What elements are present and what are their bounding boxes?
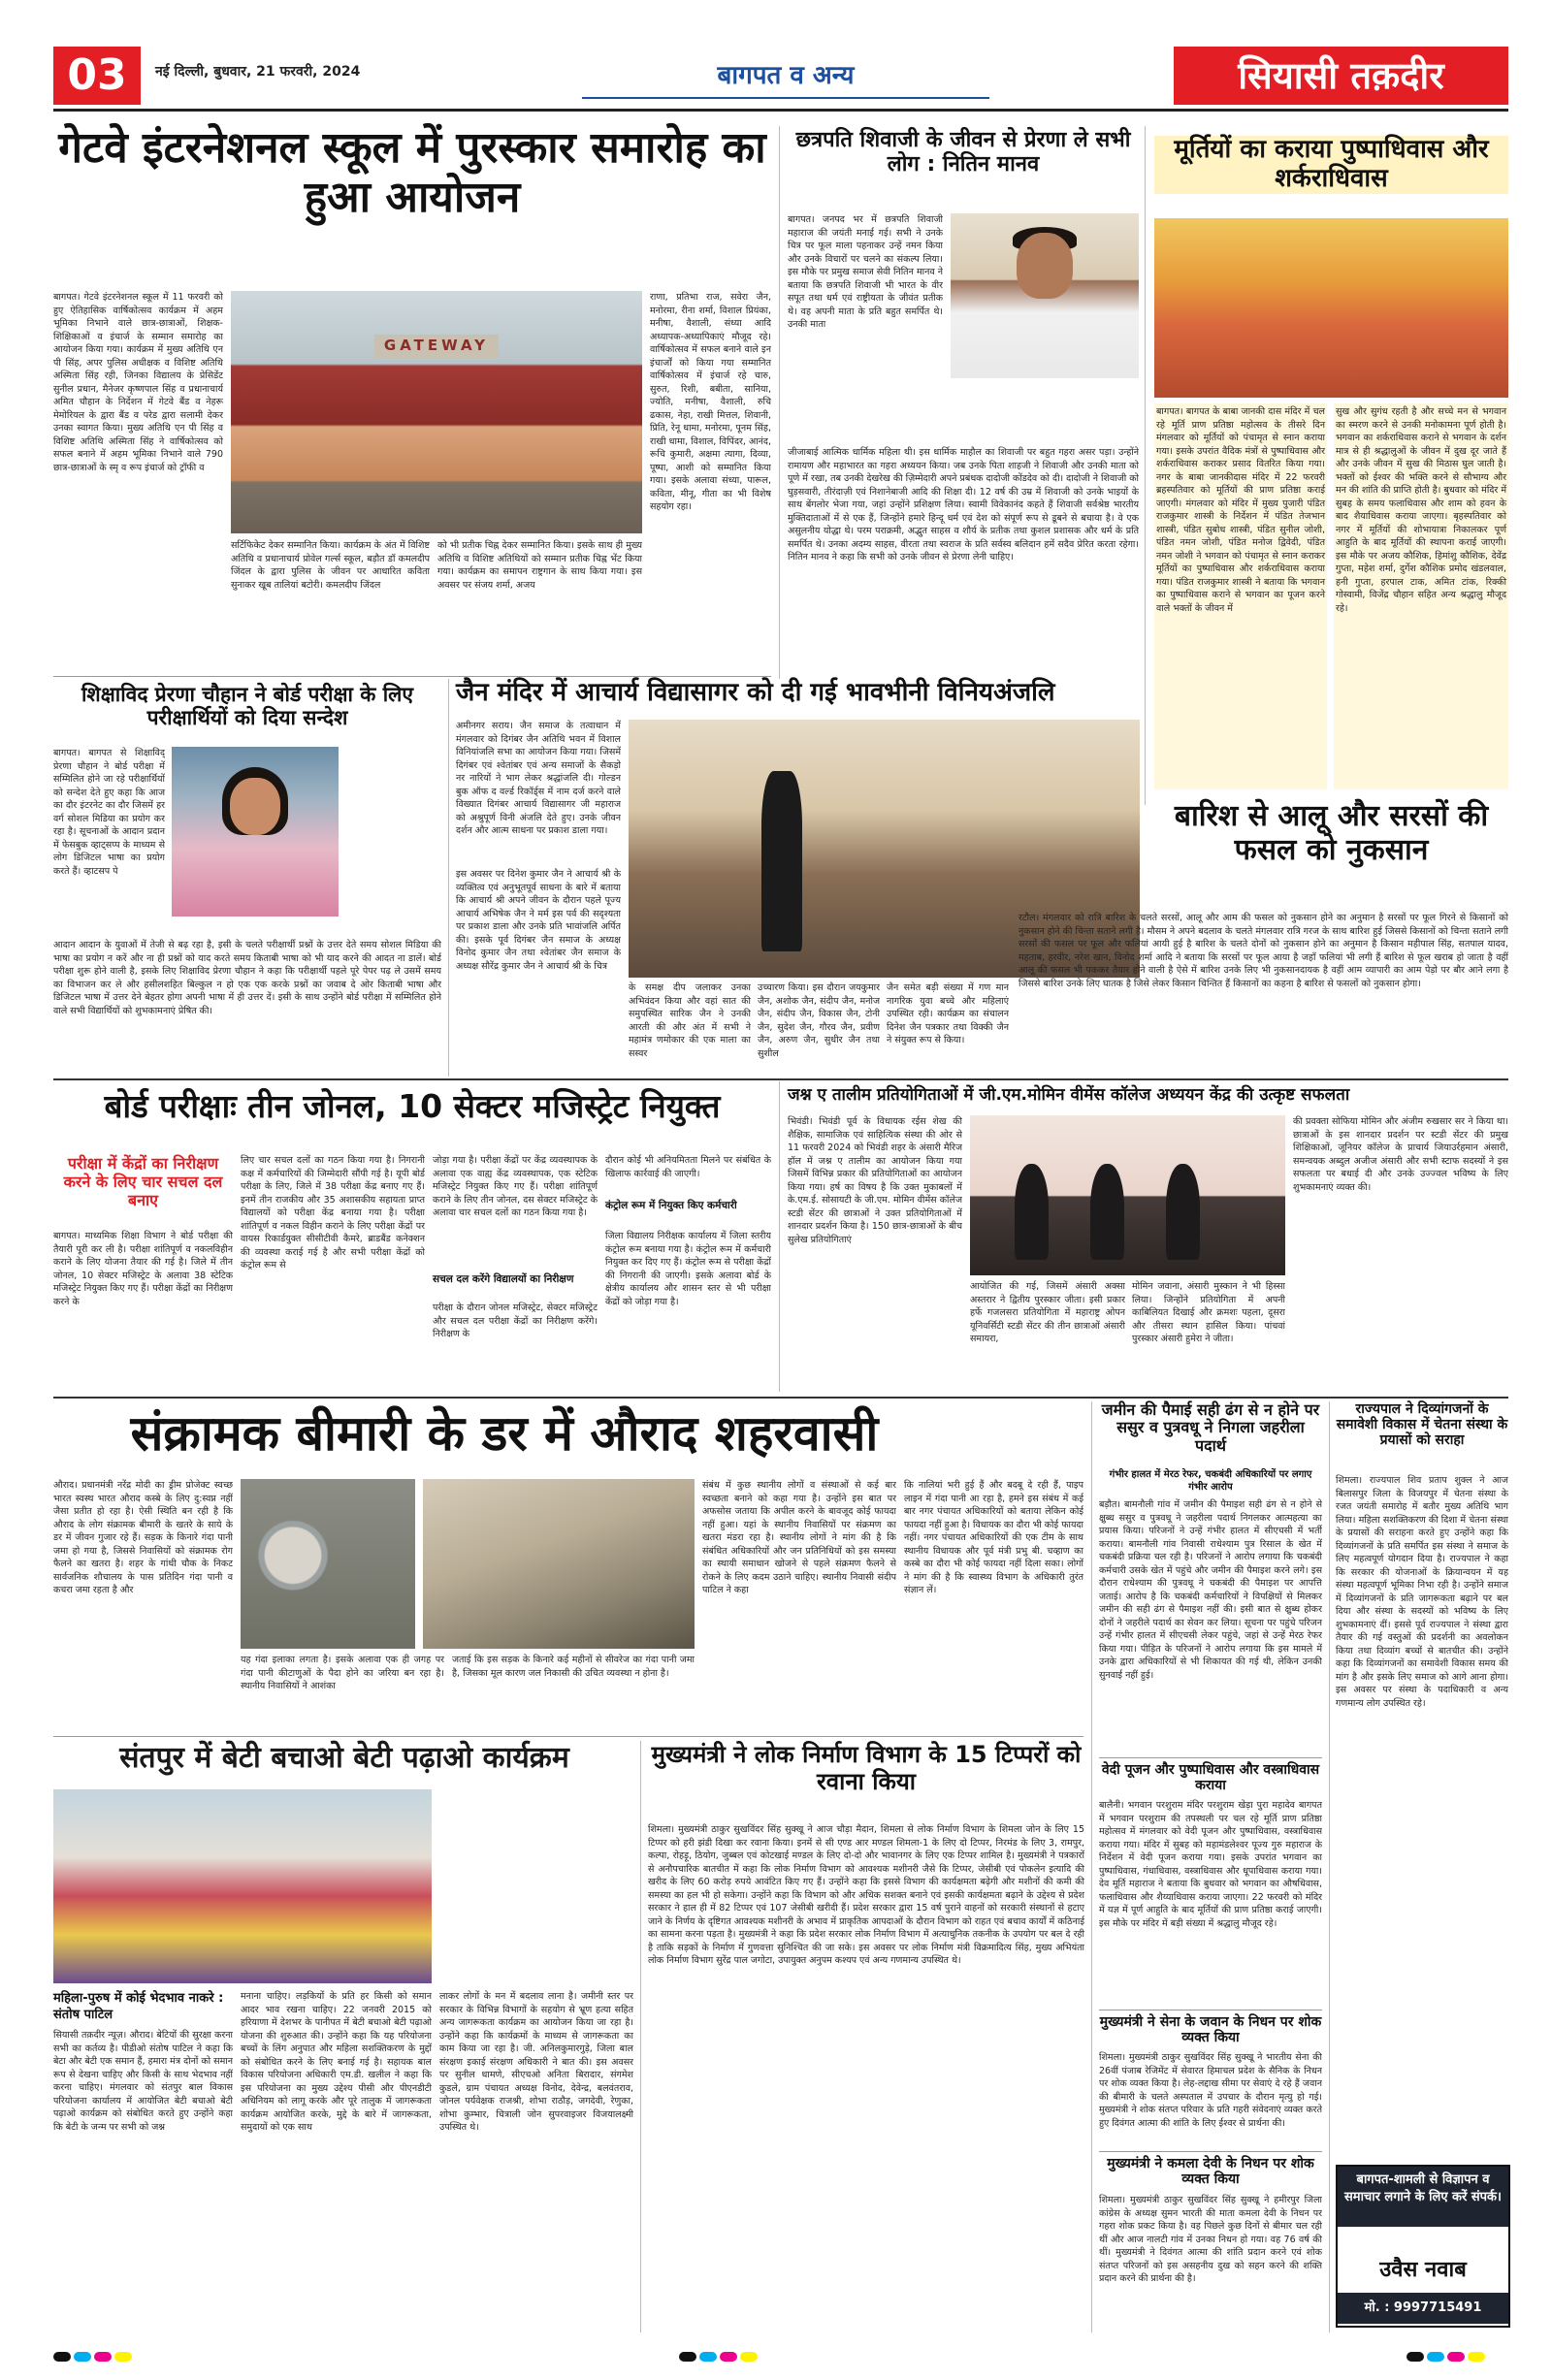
col-sep xyxy=(1329,1401,1330,2332)
masthead-rule xyxy=(53,109,1508,112)
gateway-sign: GATEWAY xyxy=(374,335,498,359)
newspaper-brand: सियासी तक़दीर xyxy=(1174,47,1508,105)
sewage-photo xyxy=(241,1479,415,1649)
jameen-headline: जमीन की पैमाई सही ढंग से न होने पर ससुर व पुत्रवधू ने निगला जहरीला पदार्थ xyxy=(1101,1400,1320,1455)
gateway-body-1: बागपत। गेटवे इंटरनेशनल स्कूल में 11 फरवरी को हुए ऐतिहासिक वार्षिकोत्सव कार्यक्रम में अहम भूमिका निभाने वाले छात्र-छात्राओं, शिक्षक-शिक्षिकाओं व इंचार्ज के सम्मान समारोह का आयोजन किया गया। कार्यक्रम में मुख्य अतिथि एन पी सिंह, अपर पुलिस अधीक्षक व विशिष्ट अतिथि अस्मिता सिंह रही, जिनका विद्यालय के प्रेसिडेंट सुनील प्रधान, मैनेजर कृष्णपाल सिंह व प्रधानाचार्य अमित चौहान के निर्देशन में गेटवे बैंड व नेहरू मेमोरियल के द्वारा बैंड व परेड द्वारा सलामी देकर उनका स्वागत किया। मुख्य अतिथि एन पी सिंह व विशिष्ट अतिथि अस्मिता सिंह ने वार्षिकोत्सव को सफल बनाने में अहम भूमिका निभाने वाले 790 छात्र-छात्राओं के स्मृ व रूप इंचार्ज को ट्रॉफी व xyxy=(53,292,223,473)
shikshavid-headline: शिक्षाविद प्रेरणा चौहान ने बोर्ड परीक्षा के लिए परीक्षार्थियों को दिया सन्देश xyxy=(81,683,414,730)
barish-headline: बारिश से आलू और सरसों की फसल को नुकसान xyxy=(1174,799,1489,867)
rule xyxy=(53,1078,1508,1080)
board-body-4: परीक्षा के दौरान जोनल मजिस्ट्रेट, सेक्टर मजिस्ट्रेट और सचल दल परीक्षा केंद्रों का निरीक्षण करेंगे। निरीक्षण के xyxy=(433,1303,598,1339)
momin-headline: जश्न ए तालीम प्रतियोगिताओं में जी.एम.मोमिन वीमेंस कॉलेज अध्ययन केंद्र की उत्कृष्ट सफलता xyxy=(788,1085,1350,1105)
gateway-photo xyxy=(231,291,642,533)
santpur-headline: संतपुर में बेटी बचाओ बेटी पढ़ाओ कार्यक्रम xyxy=(119,1741,569,1775)
registration-marks xyxy=(679,2352,758,2365)
registration-marks xyxy=(1406,2352,1485,2365)
contact-ad xyxy=(1336,2165,1510,2328)
sankramak-body-1: औराद। प्रधानमंत्री नरेंद्र मोदी का ड्रीम प्रोजेक्ट स्वच्छ भारत स्वस्थ भारत औराद कस्बे के लिए दु:स्वप्न नहीं जैसा प्रतीत हो रहा है। ऐसी स्थिति बन रही है कि औराद के लोग संक्रामक बीमारी के खतरे के साये के डर में जीवन गुजार रहे हैं। सड़क के किनारे गंदा पानी जमा हो गया है, जिससे निवासियों को संक्रामक रोग फैलने का खतरा है। शहर के गांधी चौक के निकट सार्वजनिक शौचालय के पास प्रतिदिन गंदा पानी व कचरा जमा रहता है और xyxy=(53,1480,233,1595)
jain-body-4: उच्चारण किया। इस दौरान जयकुमार जैन, अशोक जैन, संदीप जैन, मनोज जैन, संदीप जैन, विकास जैन, टोनी जैन, सुदेश जैन, गौरव जैन, प्रवीण जैन, अरुण जैन, सुधीर जैन तथा सुशील xyxy=(758,982,880,1059)
momin-body-3: मोमिन जवाना, अंसारी मुस्कान ने भी हिस्सा लिया। जिन्होंने प्रतियोगिता में अपनी काबिलियत दिखाई और क्रमशः पहला, दूसरा और तीसरा स्थान हासिल किया। पांचवां पुरस्कार अंसारी हुमेरा ने जीता। xyxy=(1132,1281,1285,1344)
dirt-road-photo xyxy=(423,1479,695,1649)
sankramak-body-5: कि नालियां भरी हुई हैं और बदबू दे रही हैं, पाइप लाइन में गंदा पानी आ रहा है, हमने इस संबंध में कई बार नगर पंचायत अधिकारियों को बताया लेकिन कोई फायदा नहीं हुआ है। विधायक का दौरा भी कोई फायदा नहीं। नगर पंचायत अधिकारियों की एक टीम के साथ स्थानीय विधायक और पूर्व मंत्री प्रभु बी. चव्हाण का कस्बे का दौरा भी कोई फायदा नहीं दिला सका। लोगों ने मांग की है कि स्वास्थ्य विभाग के अधिकारी तुरंत संज्ञान लें। xyxy=(904,1480,1083,1595)
sankramak-body-2: यह गंदा इलाका लगता है। इसके अलावा एक ही जगह पर गंदा पानी कीटाणुओं के पैदा होने का जरिया बन रहा है। स्थानीय निवासियों ने आशंका xyxy=(241,1655,444,1691)
rajyapal-headline: राज्यपाल ने दिव्यांगजनों के समावेशी विकास में चेतना संस्था के प्रयासों को सराहा xyxy=(1336,1401,1508,1449)
board-body-5: दौरान कोई भी अनियमितता मिलने पर संबंधित के खिलाफ कार्रवाई की जाएगी। xyxy=(605,1155,771,1179)
board-subheadline: परीक्षा में केंद्रों का निरीक्षण करने के लिए चार सचल दल बनाए xyxy=(63,1154,223,1210)
rule xyxy=(1099,2151,1322,2152)
nitin-manav-photo xyxy=(951,213,1139,378)
section-rule xyxy=(582,97,989,99)
santpur-body-3: लाकर लोगों के मन में बदलाव लाना है। जमीनी स्तर पर सरकार के विभिन्न विभागों के सहयोग से भ्रूण हत्या सहित अन्य जागरूकता कार्यक्रम का आयोजन किया जा रहा है। उन्होंने कहा कि कार्यक्रमों के माध्यम से जागरूकता का काम किया जा रहा है। जी. अनिलकुमारगुड़े, जिला बाल संरक्षण इकाई संरक्षण अधिकारी ने बात की। इस अवसर पर सुनील धामणे, सीएचओ अनिता बिरादार, संगमेश कुडले, ग्राम पंचायत अध्यक्ष विनोद, देवेन्द्र, बलवंतराव, जोनल पर्यवेक्षक राजश्री, शोभा राठौड़, जगदेवी, रेणुका, शोभा कुम्भार, चित्राली जोन सुपरवाइजर विजयालक्ष्मी उपस्थित थे। xyxy=(439,1991,633,2133)
santpur-body-2: मनाना चाहिए। लड़कियों के प्रति हर किसी को समान आदर भाव रखना चाहिए। 22 जनवरी 2015 को हरियाणा में देशभर के पानीपत में बेटी बचाओ बेटी पढ़ाओ योजना की शुरुआत की। उन्होंने कहा कि यह परियोजना बच्चों के लिंग अनुपात और महिला सशक्तिकरण के मुद्दों को संबोधित करने के लिए बनाई गई है। सहायक बाल विकास परियोजना अधिकारी एम.डी. खलील ने कहा कि इस परियोजना का मुख्य उद्देश्य पीसी और पीएनडीटी अधिनियम को लागू करके और पूरे तालुक में जागरूकता कार्यक्रम आयोजित करके, मुद्दे के बारे में जागरूकता, समुदायों को एक साथ xyxy=(241,1991,432,2133)
santpur-girls-photo xyxy=(53,1789,432,1983)
shikshavid-body-2: आदान आदान के युवाओं में तेजी से बढ़ रहा है, इसी के चलते परीक्षार्थी प्रश्नों के उत्तर देते समय सोशल मिडिया की भाषा का प्रयोग न करें और ना ही प्रश्नों को याद करते समय किताबी भाषा को भी याद करने की आदत ना डालें। बोर्ड परीक्षा शुरू होने वाली है, इसके लिए शिक्षाविद प्रेरणा चौहान ने कहा कि परीक्षार्थी पहले पूरे पेपर पढ़ ले उसमें समय का विभाजन कर ले और हसीलशहित बिल्कुल न हो एक एक करके प्रश्नों का जवाब दे ओर किताबी भाषा और डिजिटल भाषा में उत्तर देने बेहतर होगा अपनी भाषा में ही उत्तर दें। इसी के साथ उन्होंने बोर्ड परीक्षा में सम्मिलित होने वाले सभी विद्यार्थियों को शुभकामनाएं प्रेषित की। xyxy=(53,940,441,1016)
jameen-body: बड़ौत। बामनौली गांव में जमीन की पैमाइश सही ढंग से न होने से क्षुब्ध ससुर व पुत्रवधू ने जहरीला पदार्थ निगलकर आत्महत्या का प्रयास किया। परिजनों ने उन्हें गंभीर हालत में सीएचसी में भर्ती कराया। बामनौली गांव निवासी राधेश्याम पुत्र रिसाल के खेत में चकबंदी प्रक्रिया चल रही है। परिजनों ने आरोप लगाया कि चकबंदी कर्मचारी उसके खेत में पहुंचे और जमीन की पैमाइश करने लगे। इस दौरान राधेश्याम की पुत्रवधू ने चकबंदी की पैमाइश पर आपत्ति जताई। आरोप है कि चकबंदी कर्मचारियों ने विपक्षियों से मिलकर जमीन की सही ढंग से पैमाइश नहीं की। इसी बात से क्षुब्ध होकर दोनों ने जहरीले पदार्थ का सेवन कर लिया। सूचना पर पहुंचे परिजन उन्हें गंभीर हालत में सीएचसी लेकर पहुंचे, जहां से उन्हें मेरठ रेफर किया गया। पीड़ित के परिजनों ने आरोप लगाया कि इस मामले में उनके द्वारा अधिकारियों से भी शिकायत की गई थी, लेकिन उनकी सुनवाई नहीं हुई। xyxy=(1099,1499,1322,1681)
sankramak-headline: संक्रामक बीमारी के डर में औराद शहरवासी xyxy=(130,1405,879,1462)
rule xyxy=(53,1736,1083,1737)
gateway-body-4: राणा, प्रतिभा राज, सवेरा जैन, मनोरमा, रीना शर्मा, विशाल प्रियंका, मनीषा, वैशाली, संध्या आदि अध्यापक-अध्यापिकाएं मौजूद रहे। वार्षिकोत्सव में सफल बनाने वाले इन इंचार्जों को किया गया सम्मानित वार्षिकोत्सव में इंचार्ज रहे चारु, सुरुत, रिशी, बबीता, सानिया, ज्योति, मनीषा, वैशाली, रुचि ढकास, नेहा, राखी मित्तल, शिवानी, प्रिति, रेनू धामा, मनोरमा, पूनम सिंह, राखी धामा, विशाल, विपिंदर, आनंद, रूचि कुमारी, अक्षमा त्यागा, दिव्या, पूष्पा, आशी को सम्मानित किया गया। इसके अलावा संध्या, पारूल, कविता, मीनू, गीता का भी विशेष सहयोग रहा। xyxy=(650,292,771,512)
col-sep xyxy=(779,1081,780,1392)
havan-photo xyxy=(1154,218,1508,398)
registration-marks xyxy=(53,2352,132,2365)
momin-students-photo xyxy=(970,1115,1285,1275)
gateway-body-2: सर्टिफिकेट देकर सम्मानित किया। कार्यक्रम के अंत में विशिष्ट अतिथि व प्रधानाचार्य प्रोवेल गर्ल्स स्कूल, बड़ौत डॉ कमलदीप जिंदल के द्वारा पुलिस के जीवन पर आधारित कविता सुनाकर खूब तालियां बटोरी। कमलदीप जिंदल xyxy=(231,540,430,591)
board-headline: बोर्ड परीक्षाः तीन जोनल, 10 सेक्टर मजिस्ट्रेट नियुक्त xyxy=(104,1087,721,1125)
board-body-6: जिला विद्यालय निरीक्षक कार्यालय में जिला स्तरीय कंट्रोल रूम बनाया गया है। कंट्रोल रूम में कर्मचारी नियुक्त कर दिए गए हैं। कंट्रोल रूम से परीक्षा केंद्रों की निगरानी की जाएगी। इसके अलावा बोर्ड के क्षेत्रीय कार्यालय और शासन स्तर से भी परीक्षा केंद्रों को जोड़ा गया है। xyxy=(605,1231,771,1307)
jain-body-5: जैन समेत बड़ी संख्या में गण मान नागरिक युवा बच्चे और महिलाएं उपस्थित रही। कार्यक्रम का संचालन दिनेश जैन पत्रकार तथा विक्की जैन ने संयुक्त रूप से किया। xyxy=(887,982,1009,1045)
rule xyxy=(53,1397,1508,1399)
momin-body-2: आयोजित की गई, जिसमें अंसारी अक्सा अस्तरार ने द्वितीय पुरस्कार जीता। इसी प्रकार हर्फे गजलसरा प्रतियोगिता में महाराष्ट्र ओपन यूनिवर्सिटी स्टडी सेंटर की तीन छात्राओं अंसारी समायरा, xyxy=(970,1281,1125,1344)
col-sep xyxy=(1145,126,1146,805)
col-sep xyxy=(1091,1401,1092,2332)
vedi-body: बालैनी। भगवान परशुराम मंदिर परशुराम खेड़ा पुरा महादेव बागपत में भगवान परशुराम की तपस्थली पर चल रहे मूर्ति प्राण प्रतिष्ठा महोत्सव में मंगलवार को वेदी पूजन और पुष्पाधिवास, वस्त्राधिवास कराया गया। मंदिर में सुबह को महामंडलेश्वर पूज्य गुरु महाराज के निर्देशन में वेदी पूजन कराया गया। इसके उपरांत भगवान का पुष्पाधिवास, गंधाधिवास, वस्त्राधिवास और धूपाधिवास कराया गया। देव मूर्ति महाराज ने बताया कि बुधवार को भगवान का औषधिवास, फलाधिवास और शैय्याधिवास कराया जाएगा। 22 फरवरी को मंदिर में यज्ञ में पूर्ण आहुति के बाद मूर्तियों की प्राण प्रतिष्ठा कराई जाएगी। इस मौके पर मंदिर में बड़ी संख्या में श्रद्धालु मौजूद रहे। xyxy=(1099,1800,1322,1929)
ad-name: उवैस नवाब xyxy=(1379,2258,1467,2282)
tippers-headline: मुख्यमंत्री ने लोक निर्माण विभाग के 15 टिप्परों को रवाना किया xyxy=(651,1741,1082,1795)
jain-body-3: के समक्ष दीप जलाकर उनका अभिवंदन किया और वहां सात की समुपस्थित सारिक जैन ने उनकी आरती की और अंत में सभी ने महामंत्र णमोकार की एक माला का सस्वर xyxy=(629,982,751,1059)
page-number: 03 xyxy=(53,47,141,105)
ad-message: बागपत-शामली से विज्ञापन व समाचार लगाने के लिए करें संपर्क। xyxy=(1338,2167,1508,2227)
sena-body: शिमला। मुख्यमंत्री ठाकुर सुखविंदर सिंह सुक्खू ने भारतीय सेना की 26वीं पंजाब रेजिमेंट में सेवारत हिमाचल प्रदेश के सैनिक के निधन पर शोक व्यक्त किया है। लेह-लद्दाख सीमा पर सेवाएं दे रहे हैं जवान की बीमारी के चलते अस्पताल में उपचार के दौरान मृत्यु हो गई। मुख्यमंत्री ने शोक संतप्त परिवार के प्रति गहरी संवेदनाएं व्यक्त करते हुए दिवंगत आत्मा की शांति के लिए ईश्वर से प्रार्थना की। xyxy=(1099,2052,1322,2129)
jameen-subheadline: गंभीर हालत में मेरठ रेफर, चकबंदी अधिकारियों पर लगाए गंभीर आरोप xyxy=(1109,1469,1312,1493)
col-sep xyxy=(779,126,780,679)
board-subhead-2: सचल दल करेंगे विद्यालयों का निरीक्षण xyxy=(433,1273,574,1285)
ad-phone: मो. : 9997715491 xyxy=(1338,2293,1508,2324)
gateway-body-3: को भी प्रतीक चिह्न देकर सम्मानित किया। इसके साथ ही मुख्य अतिथि व विशिष्ट अतिथियों को सम्मान प्रतीक चिह्न भेंट किया गया। कार्यक्रम का समापन राष्ट्रगान के साथ किया गया। इस अवसर पर संजय शर्मा, अजय xyxy=(437,540,642,591)
shivaji-body-2: जीजाबाई आत्मिक धार्मिक महिला थी। इस धार्मिक माहौल का शिवाजी पर बहुत गहरा असर पड़ा। उन्होंने रामायण और महाभारत का गहरा अध्ययन किया। जब उनके पिता शाहजी ने शिवाजी और उनकी माता को पूणे में रखा, तब उनकी देखरेख की ज़िम्मेदारी अपने प्रबंधक दादोजी कोंडदेव को दी। दादोजी ने शिवाजी को घुड़सवारी, तीरंदाज़ी एवं निशानेबाजी आदि की शिक्षा दी। 12 वर्ष की उम्र में शिवाजी को उनके भाइयों के साथ बेंगलोर भेजा गया, जहां उन्होंने प्रशिक्षण लिया। स्वामी विवेकानंद कहते हैं शिवाजी सर्वश्रेष्ठ भारतीय मुक्तिदाताओं में से एक हैं, जिन्होंने हमारे हिन्दू धर्म एवं देश को संपूर्ण रूप से डूबने से बचाया है। वे एक असुलनीय योद्धा थे। परम पराक्रमी, अद्भुत साहस व शौर्य के प्रतीक तथा कुशल प्रशासक और धर्म के प्रति समर्पित थे। उनका अदम्य साहस, वीरता तथा स्वराज के प्रति सर्वस्व बलिदान हमें सदैव प्रेरित करता रहेगा। नितिन मानव ने कहा कि सभी को उनके जीवन से प्रेरणा लेनी चाहिए। xyxy=(788,447,1139,563)
sankramak-body-3: जताई कि इस सड़क के किनारे कई महीनों से सीवरेज का गंदा पानी जमा है, जिसका मूल कारण जल निकासी की उचित व्यवस्था न होना है। xyxy=(452,1655,695,1679)
momin-body-1: भिवंडी। भिवंडी पूर्व के विधायक रईस शेख की शैक्षिक, सामाजिक एवं साहित्यिक संस्था की ओर से 11 फरवरी 2024 को भिवंडी शहर के अंसारी मैरिज हॉल में जश्न ए तालीम का आयोजन किया गया जिसमें विभिन्न प्रकार की प्रतियोगिताओं का आयोजन किया गया। हर्ष का विषय है कि उक्त मुकाबलों में के.एम.ई. सोसायटी के जी.एम. मोमिन वीमेंस कॉलेज स्टडी सेंटर की छात्राओं ने उक्त प्रतियोगिताओं में शानदार प्रदर्शन किया है। 150 छात्र-छात्राओं के बीच सुलेख प्रतियोगिताएं xyxy=(788,1116,962,1245)
col-sep xyxy=(640,1741,641,2332)
murti-body-1: बागपत। बागपत के बाबा जानकी दास मंदिर में चल रहे मूर्ति प्राण प्रतिष्ठा महोत्सव के तीसरे दिन मंगलवार को मूर्तियों को पंचामृत से स्नान कराया गया। इसके उपरांत वैदिक मंत्रों से पुष्पाधिवास और शर्कराधिवास कराकर प्रसाद वितरित किया गया। नगर के बाबा जानकीदास मंदिर में 22 फरवरी ब्रहस्पतिवार को मूर्तियों की प्राण प्रतिष्ठा कराई जाएगी। मंगलवार को मंदिर में मुख्य पुजारी पंडित राजकुमार शास्त्री के निर्देशन में पंडित तेजभान शास्त्री, पंडित सुबोध शास्त्री, पंडित सुनील जोशी, पंडित नमन जोशी, पंडित मनोज द्विवेदी, पंडित नमन जोशी ने भगवान को पंचामृत से स्नान कराकर मूर्तियों का पुष्पाधिवास और शर्कराधिवास कराया गया। पंडित राजकुमार शास्त्री ने बताया कि भगवान का पुष्पाधिवास कराने से भगवान का पूजन करने वाले भक्तों के जीवन में xyxy=(1154,403,1327,789)
kamla-body: शिमला। मुख्यमंत्री ठाकुर सुखविंदर सिंह सुक्खू ने हमीरपुर जिला कांग्रेस के अध्यक्ष सुमन भारती की माता कमला देवी के निधन पर गहरा शोक प्रकट किया है। वह पिछले कुछ दिनों से बीमार चल रही थीं और आज नालटी गांव में उनका निधन हो गया। वह 76 वर्ष की थीं। मुख्यमंत्री ने दिवंगत आत्मा की शांति प्रदान करने एवं शोक संतप्त परिजनों को इस असहनीय दुख को सहन करने की शक्ति प्रदान करने की प्रार्थना की है। xyxy=(1099,2195,1322,2284)
jain-headline: जैन मंदिर में आचार्य विद्यासागर को दी गई भावभीनी विनियअंजलि xyxy=(456,678,1055,707)
vedi-headline: वेदी पूजन और पुष्पाधिवास और वस्त्राधिवास कराया xyxy=(1101,1762,1320,1794)
santpur-body-1: सियासी तक़दीर न्यूज़। औराद। बेटियों की सुरक्षा करना सभी का कर्तव्य है। पीडीओ संतोष पाटिल ने कहा कि बेटा और बेटी एक समान हैं, हमारा मंत्र दोनों को समान रूप से देखना चाहिए और किसी के साथ भेदभाव नहीं करना चाहिए। मंगलवार को संतपुर बाल विकास परियोजना कार्यालय में आयोजित बेटी बचाओ बेटी पढ़ाओ कार्यक्रम को संबोधित करते हुए उन्होंने कहा कि बेटी के जन्म पर सभी को जश्न xyxy=(53,2030,233,2133)
board-subhead-3: कंट्रोल रूम में नियुक्त किए कर्मचारी xyxy=(605,1200,737,1211)
jain-body-2: इस अवसर पर दिनेश कुमार जैन ने आचार्य श्री के व्यक्तित्व एवं अनुभूतपूर्व साधना के बारे में बताया कि आचार्य श्री अपने जीवन के दौरान पहले पूज्य आचार्य अभिषेक जैन ने मर्म इस पर्व की सदृश्यता पर प्रकाश डाला और उनके प्रति भावांजलि अर्पित की। इसके पूर्व दिगंबर जैन समाज के अध्यक्ष विनोद कुमार जैन तथा श्वेतांबर जैन समाज के अध्यक्ष सौरेंद्र कुमार जैन ने आचार्य श्री के चित्र xyxy=(456,869,621,972)
momin-body-4: की प्रवक्ता सोफिया मोमिन और अंजीम रुखसार सर ने किया था। छात्राओं के इस शानदार प्रदर्शन पर स्टडी सेंटर की प्रमुख शिक्षिकाओं, जूनियर कॉलेज के प्राचार्य जियाउर्रहमान अंसारी, समन्वयक अब्दुल अजीज अंसारी और सभी स्टाफ सदस्यों ने इस सफलता पर बधाई दी और उनके उज्ज्वल भविष्य के लिए शुभकामनाएं व्यक्त की। xyxy=(1293,1116,1508,1193)
rajyapal-body: शिमला। राज्यपाल शिव प्रताप शुक्ल ने आज बिलासपुर जिला के विजयपुर में चेतना संस्था के रजत जयंती समारोह में बतौर मुख्य अतिथि भाग लिया। महिला सशक्तिकरण की दिशा में चेतना संस्था के प्रयासों की सराहना करते हुए उन्होंने कहा कि दिव्यांगजनों के प्रति समर्पित इस संस्था ने समाज के लिए महत्वपूर्ण योगदान दिया है। राज्यपाल ने कहा कि सरकार की योजनाओं के क्रियान्वयन में यह संस्था महत्वपूर्ण भूमिका निभा रही है। उन्होंने समाज में दिव्यांगजनों के प्रति जागरूकता बढ़ाने पर बल दिया और संस्था के सदस्यों को भविष्य के लिए शुभकामनाएं दीं। इससे पूर्व राज्यपाल ने संस्था द्वारा तैयार की गई वस्तुओं की प्रदर्शनी का अवलोकन किया तथा दिव्यांग बच्चों से बातचीत की। उन्होंने कहा कि दिव्यांगजनों का समावेशी विकास समय की मांग है और इसके लिए समाज को आगे आना होगा। इस अवसर पर संस्था के पदाधिकारी व अन्य गणमान्य लोग उपस्थित रहे। xyxy=(1336,1475,1508,1709)
murti-body-2: सुख और सुगंध रहती है और सच्चे मन से भगवान का स्मरण करने से उनकी मनोकामना पूर्ण होती है। भगवान का शर्कराधिवास कराने से भगवान के दर्शन मात्र से ही श्रद्धालुओं के जीवन में दुख दूर जाते हैं और उनके जीवन में सुख की मिठास घुल जाती है। भक्तों को ईश्वर की भक्ति करने से सौभाग्य और मन की शांति की प्राप्ति होती है। बुधवार को मंदिर में सुबह के समय फलाधिवास और शाम को हवन के बाद शैयाधिवास कराया जाएगा। बृहस्पतिवार को नगर में मूर्तियों की शोभायात्रा निकालकर पूर्ण आहुति के बाद मूर्तियों की स्थापना कराई जाएगी। इस मौके पर अजय कौशिक, हिमांशु कौशिक, देवेंद्र गुप्ता, महेश शर्मा, दुर्गेश कौशिक प्रमोद खंडलवाल, हनी गुप्ता, हरपाल टाक, अमित टांक, रिक्की गोस्वामी, विजेंद्र चौहान सहित अन्य श्रद्धालु मौजूद रहे। xyxy=(1334,403,1508,789)
barish-body: रटौल। मंगलवार को रात्रि बारिश के चलते सरसों, आलू और आम की फसल को नुकसान होने का अनुमान है सरसों पर फूल गिरने से किसानों को नुकसान होने की चिन्ता सताने लगी है। मौसम ने अपने बदलाव के चलते मंगलवार रात्रि गरज के साथ बारिश हुई जिससे किसानों को चिन्ता सताने लगी सरसों की फसल पर फूल और फलियां आयी हुई है बारिश के चलते दोनों को नुकसान होने का अनुमान है किसान महीपाल सिंह, सतपाल यादव, महताब, हरवीर, नरेश खान, विनोद शर्मा आदि ने बताया कि सरसों पर फूल आया है जहाँ फलियां भी लगी हैं बारिश से फूल खराब हो जाता है वहीं आलू की फसल भी पककर तैयार होने वाली है ऐसे में बारिश उनके लिए भी नुकसानदायक है वहीं आम व्यापारी का आम पेड़ो पर बौर आने लगा है जिससे बारिश उनके लिए घातक है जिसे लेकर किसान चिन्तित हैं किसानों का कहना है बारिश से फसलों को नुकसान होगा। xyxy=(1018,913,1508,989)
dateline: नई दिल्ली, बुधवार, 21 फरवरी, 2024 xyxy=(155,64,361,80)
sena-headline: मुख्यमंत्री ने सेना के जवान के निधन पर शोक व्यक्त किया xyxy=(1099,2014,1322,2046)
shivaji-body-1: बागपत। जनपद भर में छत्रपति शिवाजी महाराज की जयंती मनाई गई। सभी ने उनके चित्र पर फूल माला पहनाकर उन्हें नमन किया और उनके विचारों पर चलने का संकल्प लिया। इस मौके पर प्रमुख समाज सेवी नितिन मानव ने बताया कि छत्रपति शिवाजी भी भारत के वीर सपूत तथा धर्म एवं राष्ट्रीयता के जीवंत प्रतीक थे। वह अपनी माता के प्रति बहुत समर्पित थे। उनकी माता xyxy=(788,214,943,330)
shikshavid-body-1: बागपत। बागपत से शिक्षाविद् प्रेरणा चौहान ने बोर्ड परीक्षा में सम्मिलित होने जा रहे परीक्षार्थियों को सन्देश देते हुए कहा कि आज का दौर इंटरनेट का दौर जिसमें हर वर्ग सोशल मिडिया का प्रयोग कर रहा है। सूचनाओं के आदान प्रदान में फेसबुक व्हाट्सप्प के माध्यम से लोग डिजिटल भाषा का प्रयोग करते हैं। व्हाटसप पे xyxy=(53,748,165,877)
col-sep xyxy=(448,679,449,1077)
board-body-3: जोड़ा गया है। परीक्षा केंद्रों पर केंद्र व्यवस्थापक के अलावा एक वाह्य केंद्र व्यवस्थापक, एक स्टेटिक मजिस्ट्रेट नियुक्त किए गए हैं। परीक्षा शांतिपूर्ण कराने के लिए तीन जोनल, दस सेक्टर मजिस्ट्रेट के अलावा चार सचल दलों का गठन किया गया है। xyxy=(433,1155,598,1218)
santpur-subheadline: महिला-पुरुष में कोई भेदभाव नाकरे : संतोष पाटिल xyxy=(53,1991,224,2022)
rule xyxy=(53,676,771,677)
jain-body-1: अमीनगर सराय। जैन समाज के तत्वाधान में मंगलवार को दिगंबर जैन अतिथि भवन में विशाल विनियांजलि सभा का आयोजन किया गया। जिसमें दिगंबर एवं श्वेतांबर एवं अन्य समाजों के सैकड़ो नर नारियों ने भाग लेकर श्रद्धांजलि दी। गोल्डन बुक ऑफ द वर्ल्ड रिकॉर्ड्स में नाम दर्ज करने वाले विख्यात दिगंबर आचार्य विद्यासागर जी महाराज को अश्रुपूर्ण विनी अंजलि देते हुए। उनके जीवन दर्शन और आत्म साधना पर प्रकाश डाला गया। xyxy=(456,721,621,836)
prerna-chauhan-photo xyxy=(172,747,339,917)
gateway-headline: गेटवे इंटरनेशनल स्कूल में पुरस्कार समारोह का हुआ आयोजन xyxy=(58,123,766,222)
rule xyxy=(1099,1757,1322,1758)
board-body-1: बागपत। माध्यमिक शिक्षा विभाग ने बोर्ड परीक्षा की तैयारी पूरी कर ली है। परीक्षा शांतिपूर्ण व नकलविहीन कराने के लिए योजना तैयार की गई है। जिले में तीन जोनल, 10 सेक्टर मजिस्ट्रेट के अलावा 38 स्टेटिक मजिस्ट्रेट नियुक्त किए गए हैं। परीक्षा केंद्रों का निरीक्षण करने के xyxy=(53,1231,233,1307)
kamla-headline: मुख्यमंत्री ने कमला देवी के निधन पर शोक व्यक्त किया xyxy=(1107,2156,1314,2188)
murti-headline: मूर्तियों का कराया पुष्पाधिवास और शर्कराधिवास xyxy=(1154,136,1508,194)
board-body-2: लिए चार सचल दलों का गठन किया गया है। निगरानी कक्ष में कर्मचारियों की जिम्मेदारी सौंपी गई है। यूपी बोर्ड परीक्षा के लिए, जिले में 38 परीक्षा केंद्र बनाए गए हैं। इनमें तीन राजकीय और 35 अशासकीय सहायता प्राप्त विद्यालयों को परीक्षा केंद्र बनाया गया है। परीक्षा शांतिपूर्ण व नकल विहीन कराने के लिए परीक्षा केंद्रों पर वायस रिकार्डयुक्त सीसीटीवी कैमरे, ब्राडबैंड कनेक्शन की व्यवस्था कराई गई है और सभी परीक्षा केंद्रों को कंट्रोल रूम से xyxy=(241,1155,425,1270)
shivaji-headline: छत्रपति शिवाजी के जीवन से प्रेरणा ले सभी लोग : नितिन मानव xyxy=(795,128,1131,177)
section-title: बागपत व अन्य xyxy=(717,61,855,90)
sankramak-body-4: संबंध में कुछ स्थानीय लोगों व संस्थाओं से कई बार स्वच्छता बनाने को कहा गया है। उन्होंने इस बात पर अफसोस जताया कि अपील करने के बावजूद कोई फायदा नहीं हुआ। यहां के स्थानीय निवासियों पर संक्रमण का खतरा मंडरा रहा है। स्थानीय लोगों ने मांग की है कि संबंधित अधिकारियों और जन प्रतिनिधियों को इस समस्या का स्थायी समाधान खोजने से पहले संक्रमण फैलने से रोकने के लिए कदम उठाने चाहिए। स्थानीय निवासी संदीप पाटिल ने कहा xyxy=(702,1480,896,1595)
tippers-body: शिमला। मुख्यमंत्री ठाकुर सुखविंदर सिंह सुक्खू ने आज चौड़ा मैदान, शिमला से लोक निर्माण विभाग के शिमला जोन के लिए 15 टिप्पर को हरी झंडी दिखा कर रवाना किया। इनमें से सी एण्ड आर मण्डल शिमला-1 के लिए दो टिप्पर, निरमंड के लिए 3, रामपुर, कल्पा, रोहड़ू, ठियोग, जुब्बल एवं कोटखाई मण्डल के लिए दो-दो और भावानगर के लिए एक टिप्पर शामिल है। मुख्यमंत्री ने पत्रकारों से अनौपचारिक बातचीत में कहा कि लोक निर्माण विभाग को आवश्यक मशीनरी जैसे कि टिप्पर, जेसीबी एवं पोकलेन इत्यादि की खरीद के लिए 60 करोड़ रुपये आवंटित किए गए हैं। उन्होंने कहा कि इससे विभाग की कार्यक्षमता बढ़ेगी और मशीनों की कमी की समस्या का हल भी हो सकेगा। उन्होंने कहा कि विभाग को और अधिक सशक्त बनाने एवं इसकी कार्यक्षमता बढ़ाने के उद्देश्य से प्रदेश सरकार ने हाल ही में 82 टिप्पर एवं 107 जेसीबी खरीदी हैं। प्रदेश सरकार द्वारा 15 वर्ष पुराने वाहनों को सरकारी संस्थानों से हटाए जाने के निर्णय के दृष्टिगत आवश्यक मशीनरी के अभाव में प्राकृतिक आपदाओं के दौरान विभाग को राहत एवं बचाव कार्यों में कठिनाई का सामना करना पड़ता है। मुख्यमंत्री ने कहा कि प्रदेश सरकार लोक निर्माण विभाग में अत्याधुनिक तकनीक के उपयोग पर बल दे रही है ताकि सड़कों के निर्माण में गुणवत्ता सुनिश्चित की जा सके। इस अवसर पर लोक निर्माण मंत्री विक्रमादित्य सिंह, मुख्य अभियंता लोक निर्माण विभाग सुरेंद्र पाल जगोटा, उपायुक्त अनुपम कश्यप एवं अन्य गणमान्य उपस्थित थे। xyxy=(648,1824,1084,1966)
